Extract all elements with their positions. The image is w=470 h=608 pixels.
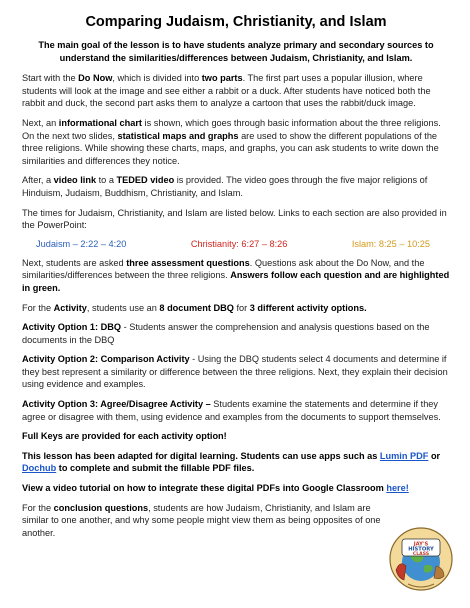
document-page bbox=[22, 14, 450, 546]
video-times bbox=[22, 239, 450, 249]
text: , students use an bbox=[86, 302, 160, 313]
activity-option-3 bbox=[22, 398, 450, 423]
time-judaism: Judaism – 2:22 – 4:20 bbox=[36, 238, 127, 249]
time-islam: Islam: 8:25 – 10:25 bbox=[351, 238, 430, 249]
digital-learning-note bbox=[22, 450, 450, 475]
jays-history-class-logo bbox=[388, 526, 454, 592]
lumin-pdf-link[interactable]: Lumin PDF bbox=[379, 450, 429, 461]
video-tutorial-note bbox=[22, 482, 450, 495]
text: For the bbox=[22, 502, 54, 513]
bold-text: informational chart bbox=[58, 117, 142, 128]
paragraph-video bbox=[22, 174, 450, 199]
option-label: Activity Option 2: Comparison Activity bbox=[22, 354, 190, 365]
text: for bbox=[233, 302, 250, 313]
bold-text: Activity bbox=[53, 302, 87, 313]
text: or bbox=[428, 450, 441, 461]
text: , students are how Judaism, Christianity, and Islam are similar to one another, and why some people might view them as being opposites of one another. bbox=[22, 502, 381, 538]
logo-line-3: CLASS bbox=[412, 552, 430, 557]
activity-option-2 bbox=[22, 353, 450, 391]
logo-line-2: HISTORY bbox=[408, 546, 434, 553]
dochub-link[interactable]: Dochub bbox=[22, 463, 57, 474]
paragraph-assessment bbox=[22, 257, 450, 295]
text: Next, an bbox=[22, 117, 59, 128]
lesson-goal: The main goal of the lesson is to have students analyze primary and secondary sources to understand the similarities/differences between Judaism, Christianity, and Islam. bbox=[38, 40, 434, 63]
paragraph-do-now bbox=[22, 72, 450, 110]
text: View a video tutorial on how to integrate these digital PDFs into Google Classroom bbox=[22, 483, 387, 494]
paragraph-conclusion bbox=[22, 502, 382, 540]
bold-text: Answers follow each question and are highlighted in green. bbox=[22, 270, 450, 293]
text: to complete and submit the fillable PDF files. bbox=[56, 463, 255, 474]
option-label: Activity Option 1: DBQ bbox=[22, 322, 122, 333]
option-label: Activity Option 3: Agree/Disagree Activity – bbox=[22, 399, 211, 410]
time-christianity: Christianity: 6:27 – 8:26 bbox=[190, 238, 288, 249]
paragraph-times: The times for Judaism, Christianity, and Islam are listed below. Links to each section are also provided in the PowerPoint: bbox=[22, 207, 447, 231]
bold-text: video link bbox=[53, 175, 97, 186]
text: For the bbox=[22, 302, 54, 313]
text: This lesson has been adapted for digital learning. Students can use apps such as bbox=[22, 450, 380, 461]
paragraph-chart bbox=[22, 117, 450, 167]
text: are used to show the different populations of the three religions. While showing these charts, maps, and graphs, you can ask students to write down the similarities and differences they notice. bbox=[22, 130, 439, 166]
option-text: - Students answer the comprehension and analysis questions based on the documents in the DBQ bbox=[22, 322, 430, 345]
paragraph-activity bbox=[22, 302, 450, 315]
bold-text: 3 different activity options. bbox=[249, 302, 367, 313]
full-keys-note: Full Keys are provided for each activity option! bbox=[22, 431, 227, 442]
text: is provided. The video goes through the five major religions of Hinduism, Judaism, Buddhism, Christianity, and Islam. bbox=[22, 175, 428, 198]
bold-text: two parts bbox=[201, 73, 243, 84]
bold-text: Do Now bbox=[78, 73, 113, 84]
text: to a bbox=[96, 175, 117, 186]
text: After, a bbox=[22, 175, 54, 186]
option-text: Students examine the statements and determine if they agree or disagree with them, using evidence and examples from the documents to support themselves. bbox=[22, 399, 441, 422]
activity-option-1 bbox=[22, 321, 450, 346]
text: Next, students are asked bbox=[22, 257, 127, 268]
bold-text: TEDED video bbox=[116, 175, 175, 186]
option-text: - Using the DBQ students select 4 documents and determine if they best represent a similarity or difference between the three religions. Next, they explain their decision using evidence and examples. bbox=[22, 354, 448, 390]
bold-text: three assessment questions bbox=[126, 257, 250, 268]
text: . Questions ask about the Do Now, and the similarities/differences between the three religions. bbox=[22, 257, 425, 281]
logo-line-1: JAY'S bbox=[413, 541, 429, 548]
tutorial-link[interactable]: here! bbox=[386, 483, 409, 494]
bold-text: conclusion questions bbox=[53, 502, 149, 513]
bold-text: statistical maps and graphs bbox=[117, 130, 239, 141]
bold-text: 8 document DBQ bbox=[159, 302, 234, 313]
text: Start with the bbox=[22, 73, 79, 84]
text: is shown, which goes through basic information about the three religions. On the next two slides, bbox=[22, 117, 441, 141]
text: , which is divided into bbox=[112, 73, 202, 84]
text: . The first part uses a popular illusion, where students will look at the image and see either a rabbit or a duck. After students have noticed both the rabbit and duck, the second part asks them to analyze a cartoon that uses the rabbit/duck image. bbox=[22, 73, 431, 109]
page-title: Comparing Judaism, Christianity, and Islam bbox=[85, 14, 387, 30]
